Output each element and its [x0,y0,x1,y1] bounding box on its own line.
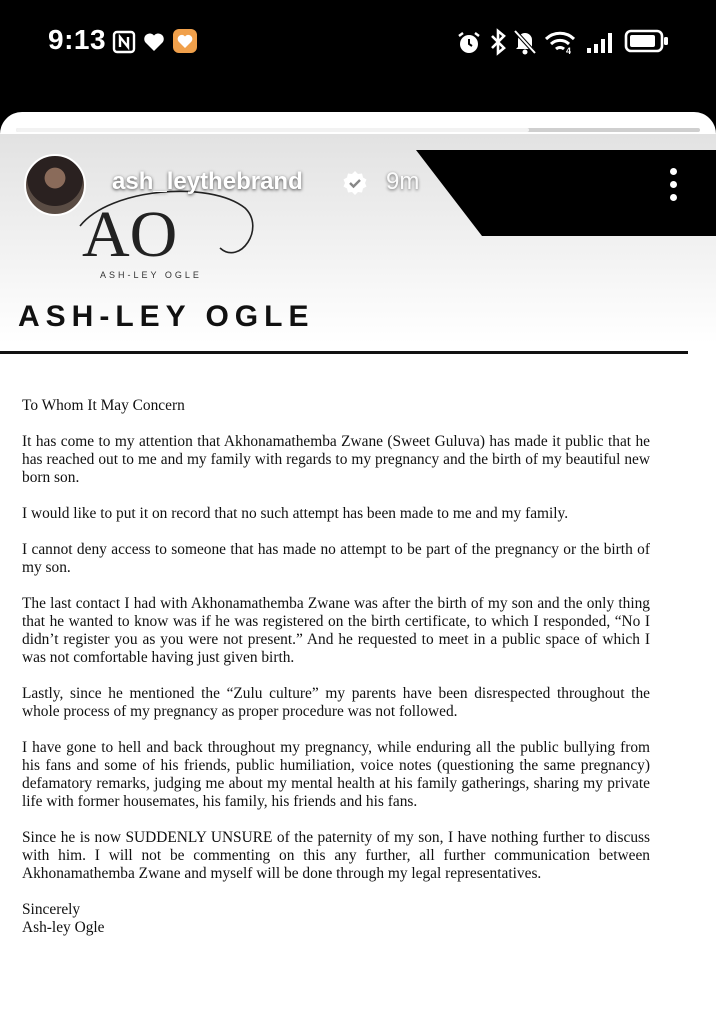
bluetooth-icon [488,28,510,56]
letterhead-brand-name: ASH-LEY OGLE [18,300,315,333]
letter-signature: Ash-ley Ogle [22,919,105,936]
letter-paragraph: I cannot deny access to someone that has made no attempt to be part of the pregnancy or the birth of my son. [22,541,650,576]
letter-sign-off: Sincerely [22,901,81,918]
letter-paragraph: Since he is now SUDDENLY UNSURE of the paternity of my son, I have nothing further to discuss with him. I will not be commenting on this any further, all further communication between Akhonamathemba Zwane and myself will be done through my legal representatives. [22,829,650,882]
letter-body [22,397,650,937]
letter-salutation: To Whom It May Concern [22,397,185,414]
mute-icon [512,28,538,56]
logo-tagline: ASH-LEY OGLE [100,270,202,280]
more-options-icon[interactable] [654,160,694,210]
letter-paragraph: I would like to put it on record that no such attempt has been made to me and my family. [22,505,569,522]
letter-paragraph: It has come to my attention that Akhonamathemba Zwane (Sweet Guluva) has made it public that he has reached out to me and my family with regards to my pregnancy and the birth of my beautiful new born son. [22,433,650,486]
heart-badge-icon [172,28,198,54]
story-viewer[interactable] [0,112,716,1017]
story-username[interactable]: ash_leythebrand [112,168,303,195]
battery-icon [624,28,670,54]
alarm-icon [456,30,482,56]
story-progress-fill [16,128,529,132]
letter-paragraph: I have gone to hell and back throughout my pregnancy, while enduring all the public bullying from his fans and some of his friends, public humiliation, voice notes (questioning the same pregnancy) defamatory remarks, judging me about my mental health at his family gatherings, sharing my private life with former housemates, his family, his friends and his fans. [22,739,650,810]
wifi-icon [544,30,576,54]
verified-badge-icon [342,170,368,196]
story-age: 9m [386,168,420,195]
statement-letter [0,134,716,1017]
avatar[interactable] [24,154,86,216]
status-bar [0,0,716,112]
heart-icon [142,30,166,54]
letterhead-divider [0,351,688,354]
letter-paragraph: The last contact I had with Akhonamathemba Zwane was after the birth of my son and the only thing that he wanted to know was if he was registered on the birth certificate, to which I responded, “No I didn’t register you as you were not present.” And he requested to meet in a public space of which I was not comfortable having just given birth. [22,595,650,666]
story-progress-bar [16,128,700,132]
story-header [24,154,694,216]
svg-text:4: 4 [566,46,572,54]
nfc-icon [112,30,136,54]
letter-paragraph: Lastly, since he mentioned the “Zulu culture” my parents have been disrespected throughout the whole process of my pregnancy as proper procedure was not followed. [22,685,650,720]
status-time: 9:13 [48,24,107,55]
logo-monogram: AO [82,198,178,271]
signal-icon [586,30,616,54]
